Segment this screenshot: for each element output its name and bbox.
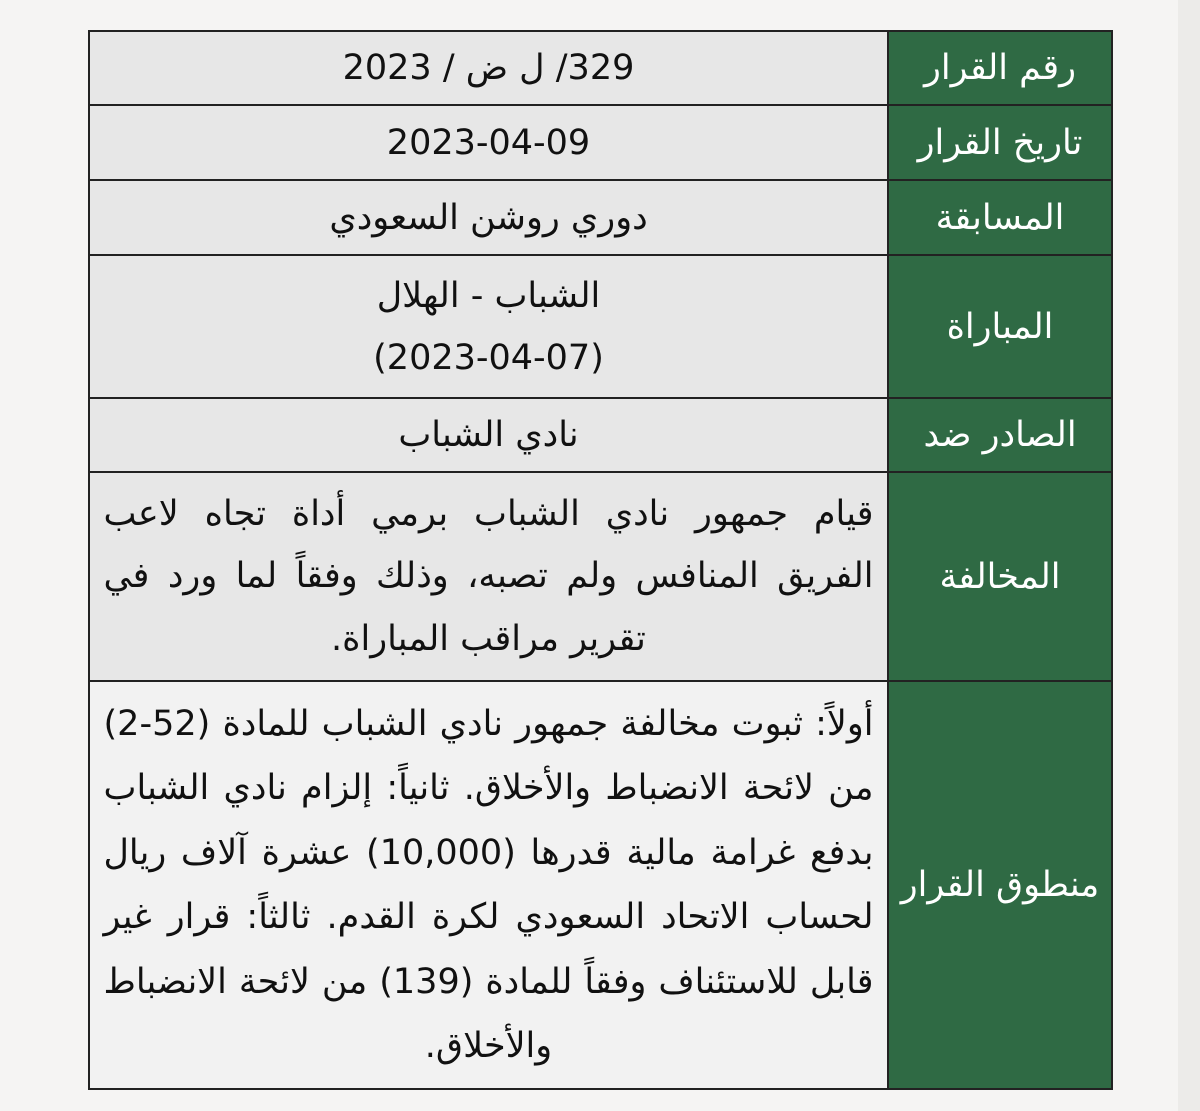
label-issued-against: الصادر ضد [888,398,1112,472]
row-decision-date [89,105,1112,180]
label-verdict: منطوق القرار [888,681,1112,1089]
row-match [89,255,1112,398]
row-issued-against [89,398,1112,472]
value-verdict [89,681,888,1089]
violation-text: قيام جمهور نادي الشباب برمي أداة تجاه لاعب الفريق المنافس ولم تصبه، وذلك وفقاً لما ورد في تقرير مراقب المباراة. [103,493,874,659]
decision-table [88,30,1113,1090]
value-match [89,255,888,398]
value-issued-against: نادي الشباب [89,398,888,472]
label-violation: المخالفة [888,472,1112,681]
label-decision-number: رقم القرار [888,31,1112,105]
value-decision-date [89,105,888,180]
label-competition: المسابقة [888,180,1112,255]
verdict-text: أولاً: ثبوت مخالفة جمهور نادي الشباب للمادة (52-2) من لائحة الانضباط والأخلاق. ثانياً: إلزام نادي الشباب بدفع غرامة مالية قدرها (10,000) عشرة آلاف ريال لحساب الاتحاد السعودي لكرة القدم. ثالثاً: قرار غير قابل للاستئناف وفقاً للمادة (139) من لائحة الانضباط والأخلاق. [103,703,874,1066]
decision-date-text: 2023-04-09 [386,122,591,163]
value-competition: دوري روشن السعودي [89,180,888,255]
label-decision-date: تاريخ القرار [888,105,1112,180]
row-verdict [89,681,1112,1089]
value-violation [89,472,888,681]
match-teams: الشباب - الهلال [376,275,601,316]
row-violation [89,472,1112,681]
row-competition [89,180,1112,255]
row-decision-number [89,31,1112,105]
match-date: (2023-04-07) [373,337,604,378]
label-match: المباراة [888,255,1112,398]
right-edge-strip [1178,0,1200,1111]
value-decision-number: 329/ ل ض / 2023 [89,31,888,105]
